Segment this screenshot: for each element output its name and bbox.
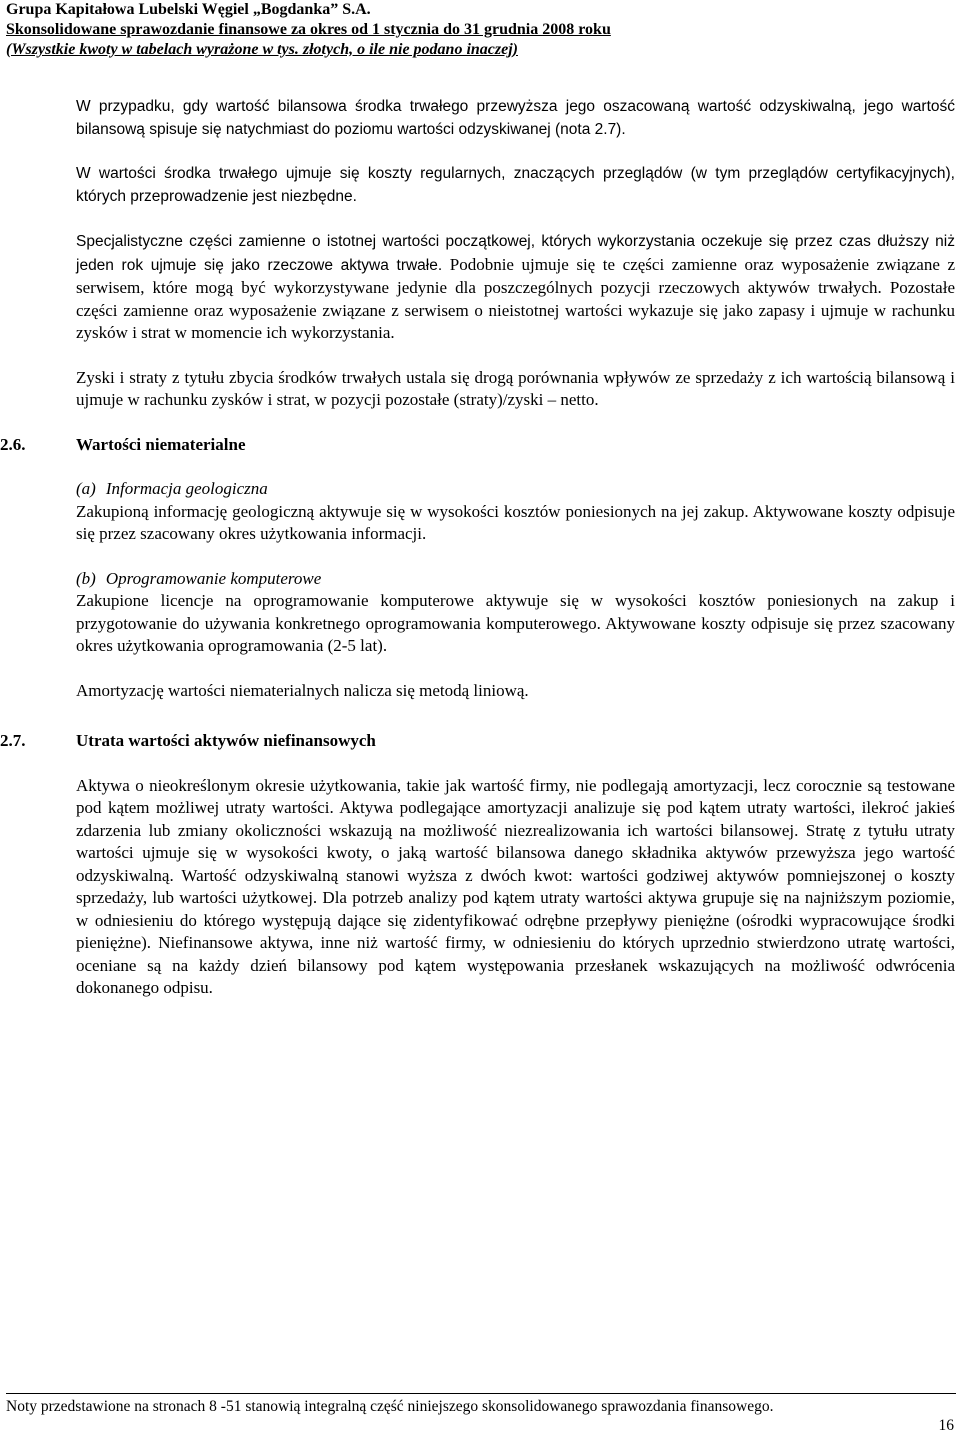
subheading-title: Oprogramowanie komputerowe — [105, 568, 322, 588]
page-number: 16 — [938, 1417, 954, 1434]
section-heading-2-6 — [0, 434, 955, 457]
paragraph-nonfinancial-impairment: Aktywa o nieokreślonym okresie użytkowania, takie jak wartość firmy, nie podlegają amortyzacji, lecz corocznie są testowane pod kątem możliwej utraty wartości. Aktywa podlegające amortyzacji analizuje się pod kątem utraty wartości, ilekroć jakieś zdarzenia lub zmiany okoliczności wskazują na możliwość niezrealizowania ich wartości bilansowej. Stratę z tytułu utraty wartości ujmuje się w wysokości kwoty, o jaką wartość bilansowa danego składnika aktywów przewyższa jego wartość odzyskiwalną. Wartość odzyskiwalną stanowi wyższa z dwóch kwot: wartości godziwej aktywów pomniejszonej o koszty sprzedaży, lub wartości użytkowej. Dla potrzeb analizy pod kątem utraty wartości aktywa grupuje się na najniższym poziomie, w odniesieniu do którego występują dające się zidentyfikować odrębne przepływy pieniężne (ośrodki wypracowujące środki pieniężne). Niefinansowe aktywa, inne niż wartość firmy, w odniesieniu do których uprzednio stwierdzono utratę wartości, oceniane są na każdy dzień bilansowy pod kątem występowania przesłanek wskazujących na możliwość odwrócenia dokonanego odpisu. — [76, 775, 955, 997]
paragraph-software: Zakupione licencje na oprogramowanie komputerowe aktywuje się w wysokości kosztów poniesionych na zakup i przygotowanie do używania konkretnego oprogramowania komputerowego. Aktywowane koszty odpisuje się przez szacowany okres użytkowania oprogramowania (2-5 lat). — [76, 591, 955, 655]
report-title: Skonsolidowane sprawozdanie finansowe za okres od 1 stycznia do 31 grudnia 2008 roku — [6, 21, 611, 38]
paragraph-spare-parts-sans: Specjalistyczne części zamienne o istotnej wartości początkowej, których wykorzystania oczekuje się przez czas dłuższy niż jeden rok ujmuje się jako rzeczowe aktywa trwałe. — [76, 233, 955, 274]
amounts-note: (Wszystkie kwoty w tabelach wyrażone w tys. złotych, o ile nie podano inaczej) — [6, 41, 518, 58]
section-title: Utrata wartości aktywów niefinansowych — [76, 731, 376, 750]
paragraph-amortization-method: Amortyzację wartości niematerialnych nalicza się metodą liniową. — [76, 680, 529, 700]
subheading-software — [76, 568, 955, 591]
company-name: Grupa Kapitałowa Lubelski Węgiel „Bogdanka” S.A. — [6, 1, 371, 18]
footer-divider — [6, 1393, 956, 1394]
section-heading-2-7 — [0, 730, 955, 753]
section-number: 2.7. — [0, 731, 26, 750]
paragraph-disposal-gains: Zyski i straty z tytułu zbycia środków trwałych ustala się drogą porównania wpływów ze sprzedaży z ich wartością bilansową i ujmuje w rachunku zysków i strat, w pozycji pozostałe (straty)/zyski – netto. — [76, 367, 955, 409]
paragraph-inspections: W wartości środka trwałego ujmuje się koszty regularnych, znaczących przeglądów (w tym przeglądów certyfikacyjnych), których przeprowadzenie jest niezbędne. — [76, 165, 955, 205]
subheading-geological-info — [76, 478, 955, 501]
paragraph-impairment-writedown: W przypadku, gdy wartość bilansowa środka trwałego przewyższa jego oszacowaną wartość odzyskiwalną, jego wartość bilansową spisuje się natychmiast do poziomu wartości odzyskiwanej (nota 2.7). — [76, 98, 955, 138]
document-body — [0, 96, 956, 1000]
paragraph-geological-info: Zakupioną informację geologiczną aktywuje się w wysokości kosztów poniesionych na jej zakup. Aktywowane koszty odpisuje się przez szacowany okres użytkowania informacji. — [76, 501, 955, 543]
subheading-label: (a) — [76, 479, 96, 498]
subheading-title: Informacja geologiczna — [105, 479, 268, 498]
page-header — [6, 0, 956, 60]
subheading-label: (b) — [76, 568, 96, 588]
footer-note: Noty przedstawione na stronach 8 -51 stanowią integralną część niniejszego skonsolidowanego sprawozdania finansowego. — [6, 1398, 774, 1415]
paragraph-spare-parts — [76, 230, 955, 345]
section-title: Wartości niematerialne — [76, 434, 246, 454]
paragraph-spare-parts-serif: Podobnie ujmuje się te części zamienne oraz wyposażenie związane z serwisem, które mogą być wykorzystywane jedynie dla poszczególnych pozycji rzeczowych aktywów trwałych. Pozostałe części zamienne oraz wyposażenie związane z serwisem o nieistotnej wartości wykazuje się jako zapasy i ujmuje w rachunku zysków i strat w momencie ich wykorzystania. — [76, 254, 956, 342]
section-number: 2.6. — [0, 434, 26, 454]
